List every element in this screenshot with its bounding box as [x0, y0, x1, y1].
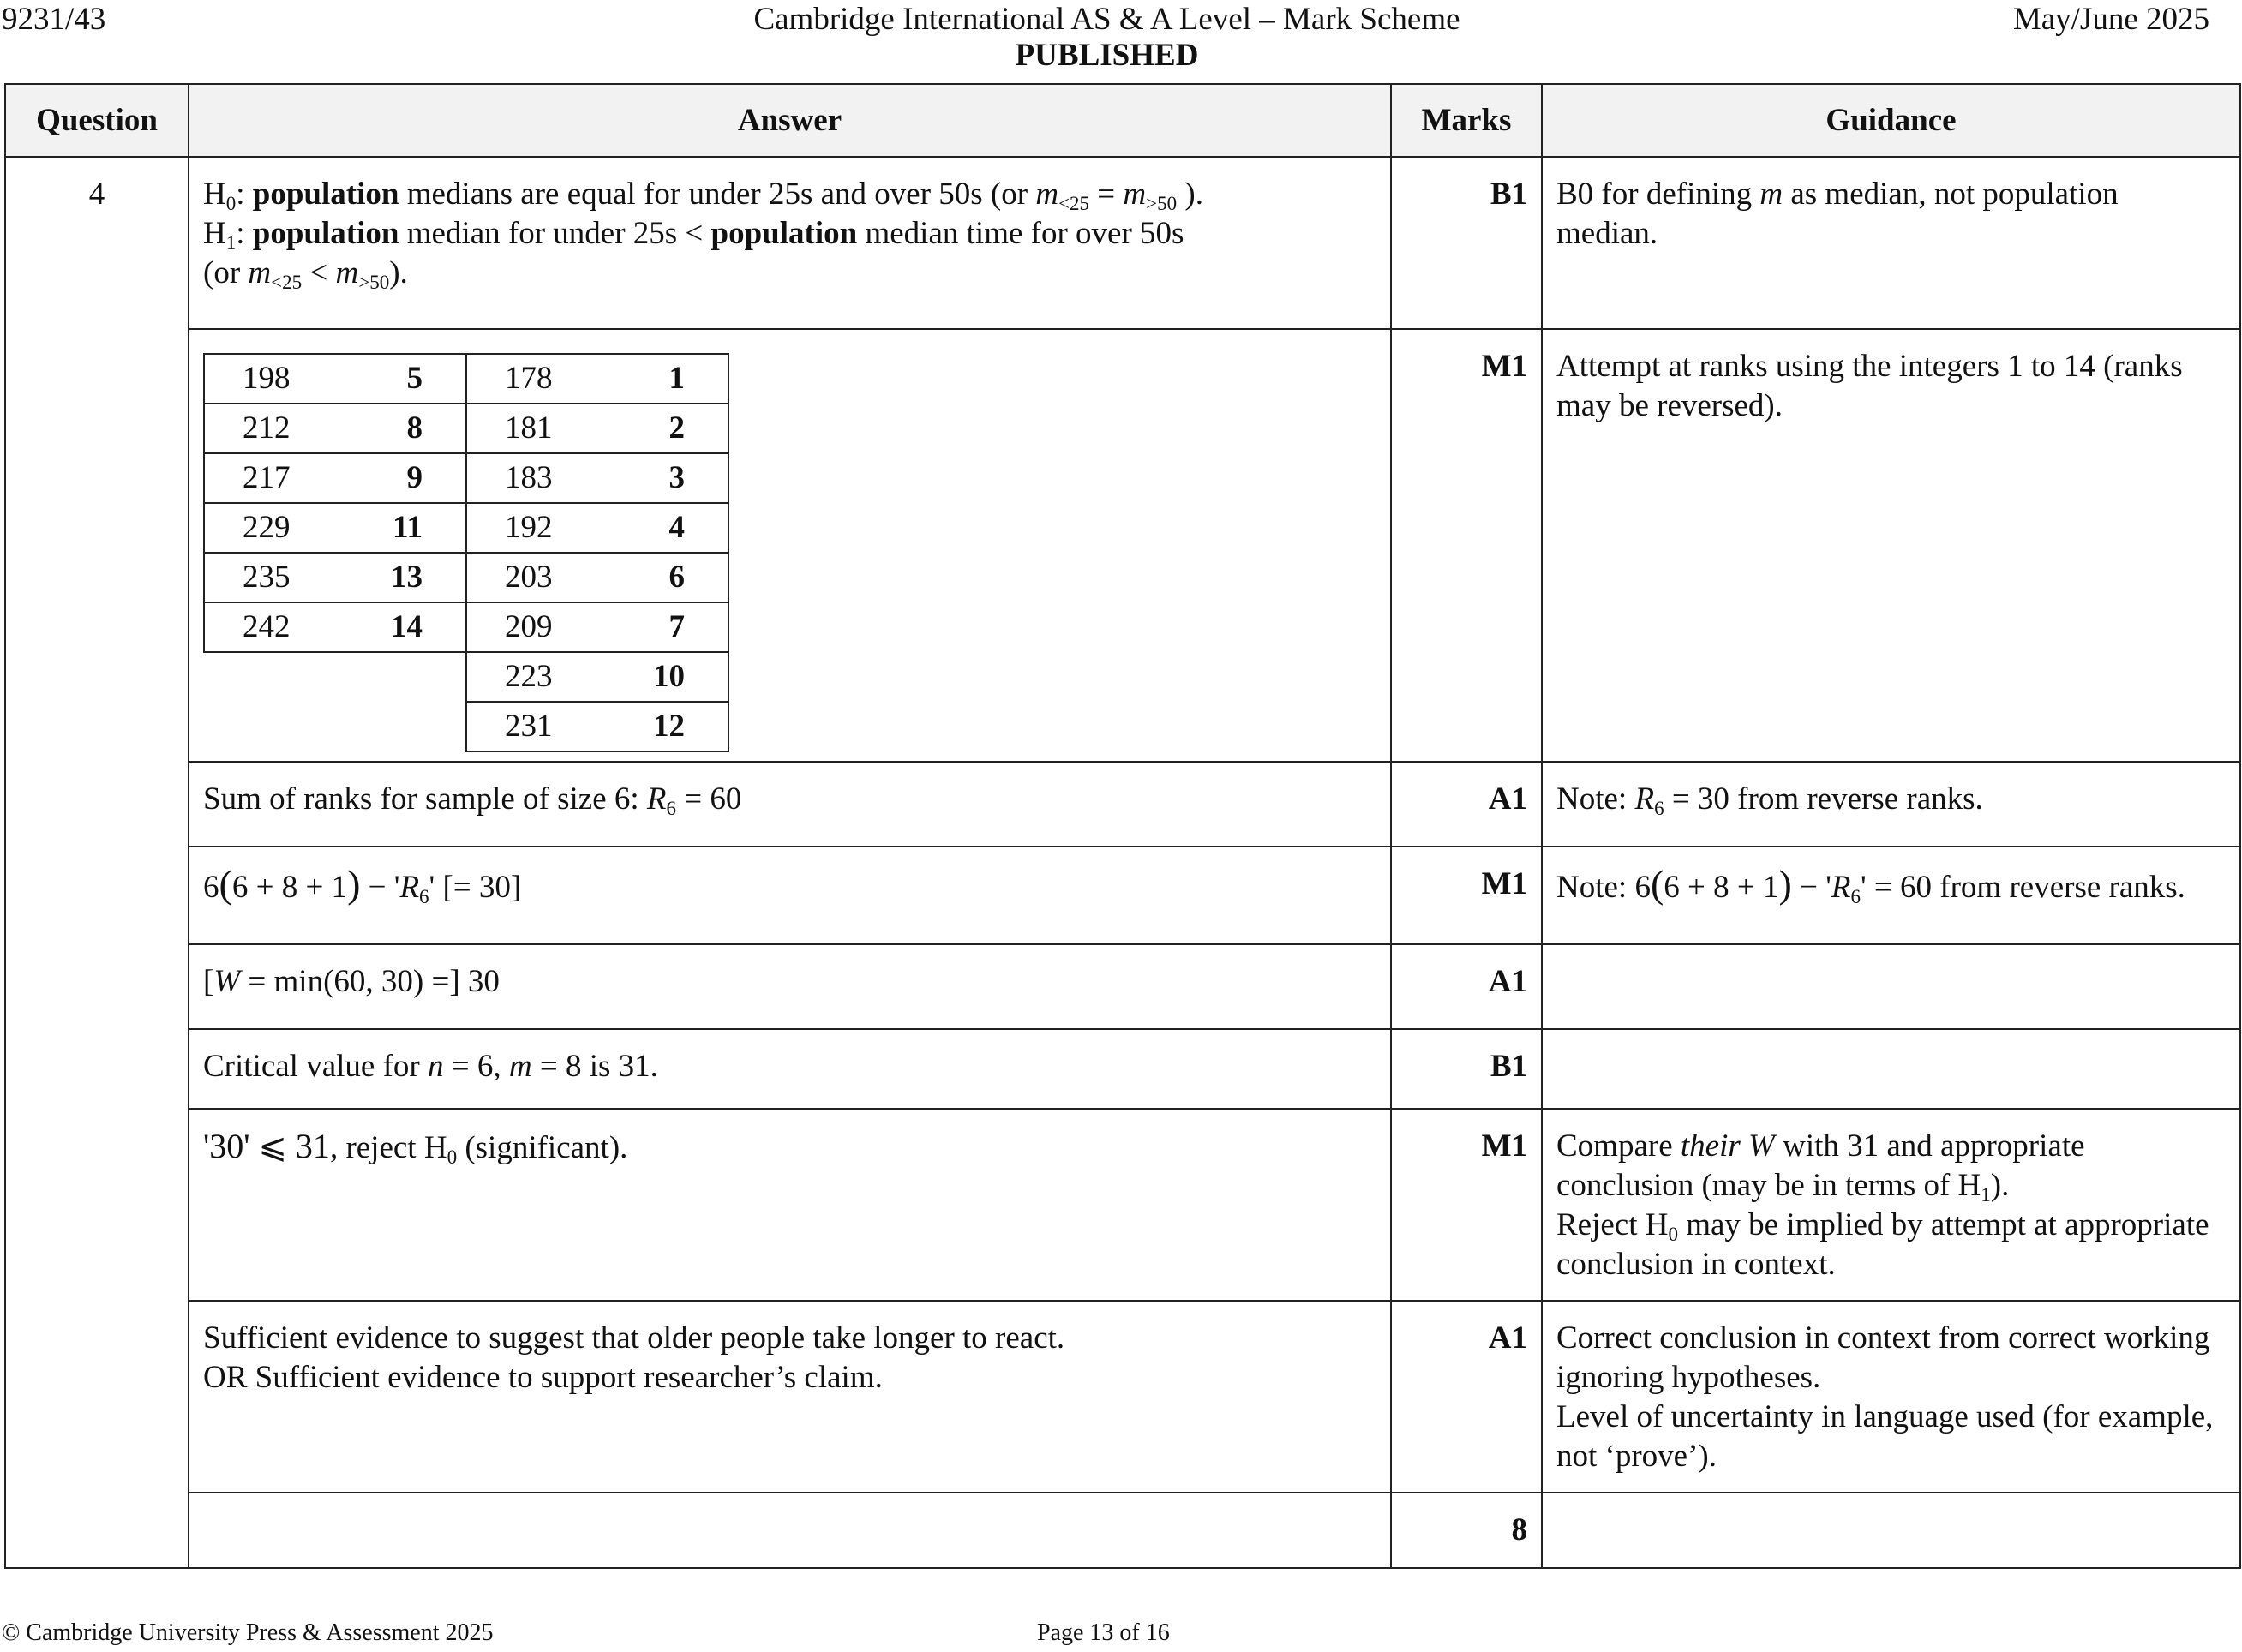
rank-cell: 4: [599, 503, 728, 553]
paper-code: 9231/43: [2, 2, 106, 37]
table-row-ranks: [5, 329, 2240, 762]
value-cell: 192: [466, 503, 599, 553]
table-row-w: [5, 944, 2240, 1029]
column-header-marks: Marks: [1391, 84, 1542, 157]
table-row-sum: [5, 762, 2240, 847]
guidance-ranks: Attempt at ranks using the integers 1 to 14 (ranks may be reversed).: [1542, 329, 2240, 762]
document-title: [0, 2, 2214, 74]
conclusion-line2: OR Sufficient evidence to support researcher’s claim.: [203, 1360, 883, 1395]
rank-cell: 2: [599, 404, 728, 453]
answer-hypotheses: [189, 157, 1391, 329]
ranks-row: [204, 404, 728, 453]
guidance-conclusion-line2: Level of uncertainty in language used (for example, not ‘prove’).: [1556, 1399, 2214, 1474]
mark-w: A1: [1391, 944, 1542, 1029]
page-number: Page 13 of 16: [1037, 1619, 1170, 1646]
h0-line: $H_0$: population medians are equal for under 25s and over 50s (or $m_{<25} = m_{>50}$ ).: [203, 177, 1203, 214]
guidance-total: [1542, 1493, 2240, 1568]
mark-conclusion: A1: [1391, 1301, 1542, 1493]
table-row-hypotheses: [5, 157, 2240, 329]
rank-cell: 6: [599, 553, 728, 602]
value-cell: 183: [466, 453, 599, 503]
answer-compare: '30' ⩽ 31, reject $H_0$ (significant).: [189, 1109, 1391, 1301]
value-cell: 212: [204, 404, 337, 453]
guidance-sum: Note: $R_6 = 30$ from reverse ranks.: [1542, 762, 2240, 847]
answer-ranks: [189, 329, 1391, 762]
guidance-compare-line1: Compare their W with 31 and appropriate conclusion (may be in terms of $H_1$).: [1556, 1128, 2085, 1206]
ranks-row: [204, 503, 728, 553]
rank-cell: 14: [337, 602, 466, 652]
value-cell: 181: [466, 404, 599, 453]
rank-cell: 13: [337, 553, 466, 602]
published-label: PUBLISHED: [1015, 38, 1199, 73]
rank-cell: 11: [337, 503, 466, 553]
guidance-compare: [1542, 1109, 2240, 1301]
answer-sum: Sum of ranks for sample of size 6: $R_6 = 60$: [189, 762, 1391, 847]
value-cell: 198: [204, 354, 337, 404]
rank-cell: 1: [599, 354, 728, 404]
mark-compare: M1: [1391, 1109, 1542, 1301]
table-row-compare: [5, 1109, 2240, 1301]
guidance-compare-line2: Reject $H_0$ may be implied by attempt at appropriate conclusion in context.: [1556, 1207, 2209, 1282]
h1-line: $H_1$: population median for under 25s < population median time for over 50s: [203, 216, 1184, 254]
value-cell: 231: [466, 702, 599, 751]
table-row-conclusion: [5, 1301, 2240, 1493]
ranks-row: [204, 652, 728, 702]
value-cell: 235: [204, 553, 337, 602]
rank-cell: 9: [337, 453, 466, 503]
ranks-row: [204, 553, 728, 602]
copyright-notice: © Cambridge University Press & Assessment 2025: [2, 1619, 494, 1646]
guidance-formula: Note: $6(6 + 8 + 1) - 'R_6' = 60$ from reverse ranks.: [1542, 847, 2240, 944]
ranks-row: [204, 602, 728, 652]
question-number: 4: [5, 157, 189, 1568]
rank-cell: 7: [599, 602, 728, 652]
guidance-conclusion-line1: Correct conclusion in context from correct working ignoring hypotheses.: [1556, 1320, 2210, 1395]
answer-w: [W = min(60, 30) =] 30: [189, 944, 1391, 1029]
ranks-row: [204, 702, 728, 751]
table-header-row: [5, 84, 2240, 157]
guidance-critical: [1542, 1029, 2240, 1109]
table-row-total: [5, 1493, 2240, 1568]
guidance-hypotheses: B0 for defining m as median, not population median.: [1542, 157, 2240, 329]
mark-ranks: M1: [1391, 329, 1542, 762]
column-header-answer: Answer: [189, 84, 1391, 157]
table-row-formula: [5, 847, 2240, 944]
table-row-critical: [5, 1029, 2240, 1109]
value-cell: 209: [466, 602, 599, 652]
answer-conclusion: [189, 1301, 1391, 1493]
answer-total: [189, 1493, 1391, 1568]
column-header-guidance: Guidance: [1542, 84, 2240, 157]
rank-cell: 5: [337, 354, 466, 404]
value-cell: 223: [466, 652, 599, 702]
ranks-row: [204, 354, 728, 404]
value-cell: 178: [466, 354, 599, 404]
rank-cell: 3: [599, 453, 728, 503]
conclusion-line1: Sufficient evidence to suggest that older people take longer to react.: [203, 1320, 1065, 1356]
ranks-table: [203, 353, 729, 752]
mark-critical: B1: [1391, 1029, 1542, 1109]
value-cell: 203: [466, 553, 599, 602]
value-cell: 217: [204, 453, 337, 503]
h1-alt-line: (or $m_{<25} < m_{>50}$).: [203, 255, 408, 293]
rank-cell: 12: [599, 702, 728, 751]
mark-total: 8: [1391, 1493, 1542, 1568]
mark-hypotheses: B1: [1391, 157, 1542, 329]
document-title-text: Cambridge International AS & A Level – Mark Scheme: [753, 2, 1460, 37]
rank-cell: 8: [337, 404, 466, 453]
guidance-conclusion: [1542, 1301, 2240, 1493]
column-header-question: Question: [5, 84, 189, 157]
answer-formula: $6(6 + 8 + 1) - 'R_6'$ [= 30]: [189, 847, 1391, 944]
value-cell: 242: [204, 602, 337, 652]
mark-sum: A1: [1391, 762, 1542, 847]
guidance-w: [1542, 944, 2240, 1029]
rank-cell: 10: [599, 652, 728, 702]
mark-formula: M1: [1391, 847, 1542, 944]
ranks-row: [204, 453, 728, 503]
mark-scheme-table: [4, 83, 2241, 1569]
answer-critical: Critical value for n = 6, m = 8 is 31.: [189, 1029, 1391, 1109]
exam-session: May/June 2025: [2012, 2, 2209, 37]
value-cell: 229: [204, 503, 337, 553]
